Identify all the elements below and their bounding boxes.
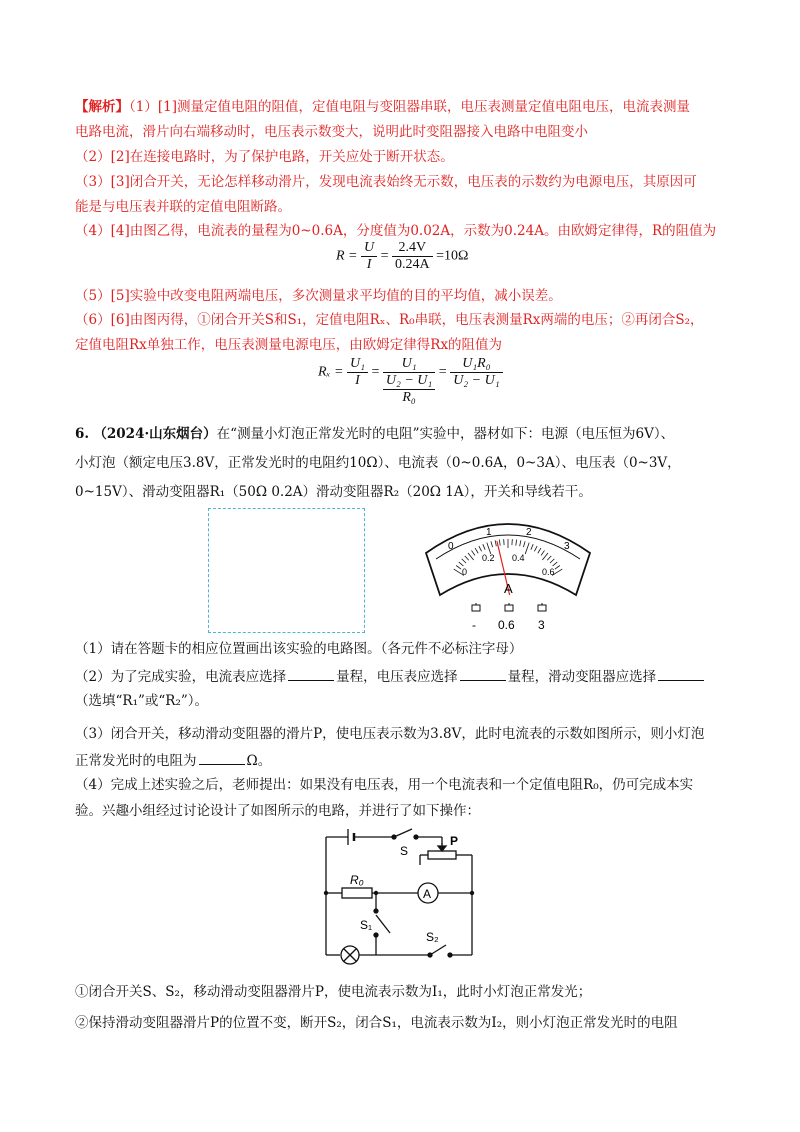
ammeter-tick xyxy=(555,566,560,570)
analysis-p1a: （1）[1]测量定值电阻的阻值，定值电阻与变阻器串联，电压表测量定值电阻电压，电流表测量 xyxy=(129,99,690,115)
sub-question-2-line-1 xyxy=(75,666,706,686)
eq1-f1-num: U xyxy=(361,240,377,257)
ammeter-tick xyxy=(534,546,537,551)
r0-resistor-icon xyxy=(342,888,372,898)
analysis-line-1 xyxy=(75,98,690,116)
eq2-f3-den: U₂ − U₁ xyxy=(453,373,500,388)
ammeter-tick xyxy=(525,543,529,554)
s2-part-a: （2）为了完成实验，电流表应选择 xyxy=(75,669,287,685)
ammeter-unit: A xyxy=(504,581,513,596)
ammeter-tick xyxy=(531,544,533,550)
eq2-equals-2: = xyxy=(438,364,447,380)
s2-part-b: 量程，电压表应选择 xyxy=(336,669,458,685)
ammeter-tick xyxy=(541,550,544,555)
rheostat-icon xyxy=(428,851,456,859)
top-tick-2: 2 xyxy=(526,527,532,538)
sub-question-4-line-1: （4）完成上述实验之后，老师提出：如果没有电压表，用一个电流表和一个定值电阻R₀，仍可完成本实 xyxy=(75,777,694,793)
answer-blank-ammeter-range[interactable] xyxy=(288,666,334,681)
equation-ohm-r xyxy=(336,240,468,273)
ammeter-tick xyxy=(550,559,554,563)
label-s: S xyxy=(400,844,409,858)
ammeter-tick xyxy=(516,540,517,546)
eq1-f2-num: 2.4V xyxy=(392,240,433,257)
ammeter-tick xyxy=(479,546,482,551)
top-tick-1: 1 xyxy=(486,527,492,538)
s2-part-c: 量程，滑动变阻器应选择 xyxy=(507,669,657,685)
switch-s2-blade xyxy=(430,945,446,955)
question-number: 6. xyxy=(75,426,90,442)
eq1-lhs: R = xyxy=(336,248,358,264)
eq2-f1-den: I xyxy=(355,373,360,388)
eq1-rhs: =10Ω xyxy=(436,248,469,264)
question-q2: 小灯泡（额定电压3.8V，正常发光时的电阻约10Ω）、电流表（0~0.6A，0~3A）、电压表（0~3V， xyxy=(75,455,681,471)
sub-question-4-line-2: 验。兴趣小组经过讨论设计了如图所示的电路，并进行了如下操作： xyxy=(75,803,480,819)
analysis-p6b: 定值电阻Rx单独工作，电压表测量电源电压，由欧姆定律得Rx的阻值为 xyxy=(75,337,503,353)
eq2-f2-den: U₂ − U₁ xyxy=(383,373,435,390)
ammeter-tick xyxy=(553,562,558,566)
bottom-tick-1: 0.2 xyxy=(482,553,495,563)
sub-question-2-line-2: （选填“R₁”或“R₂”）。 xyxy=(75,693,209,709)
analysis-p3b: 能是与电压表并联的定值电阻断路。 xyxy=(75,199,291,215)
switch-s1-blade xyxy=(376,915,390,933)
s3-part-c: Ω。 xyxy=(246,753,272,769)
top-tick-3: 3 xyxy=(564,541,570,552)
sub-question-3-line-1: （3）闭合开关，移动滑动变阻器的滑片P，使电压表示数为3.8V，此时电流表的示数如图所示，则小灯泡 xyxy=(75,726,705,742)
eq2-frac3 xyxy=(450,356,502,389)
analysis-tag: 【解析】 xyxy=(75,99,129,115)
analysis-p4: （4）[4]由图乙得，电流表的量程为0~0.6A，分度值为0.02A，示数为0.24A。由欧姆定律得，R的阻值为 xyxy=(75,223,717,239)
ammeter-tick xyxy=(538,548,541,553)
analysis-p5: （5）[5]实验中改变电阻两端电压，多次测量求平均值的目的平均值，减小误差。 xyxy=(75,288,562,304)
ammeter-tick xyxy=(523,541,525,547)
label-s1: S₁ xyxy=(360,918,373,932)
bottom-tick-2: 0.4 xyxy=(512,553,525,563)
ammeter-tick xyxy=(547,556,551,560)
eq1-equals: = xyxy=(380,248,389,264)
answer-blank-rheostat[interactable] xyxy=(658,666,704,681)
switch-s-blade xyxy=(394,829,412,837)
ammeter-tick xyxy=(462,559,466,563)
analysis-p2: （2）[2]在连接电路时，为了保护电路，开关应处于断开状态。 xyxy=(75,149,454,165)
ammeter-tick xyxy=(520,540,521,546)
eq2-f1-num: U₁ xyxy=(347,356,368,373)
eq2-frac2 xyxy=(383,356,435,406)
eq2-lhs: Rₓ = xyxy=(318,364,344,380)
top-tick-0: 0 xyxy=(448,541,454,552)
ammeter-tick xyxy=(499,540,500,546)
label-ammeter: A xyxy=(423,887,432,901)
terminal-06: 0.6 xyxy=(498,618,515,632)
eq1-f1-den: I xyxy=(366,257,372,272)
question-line-1 xyxy=(75,425,674,443)
eq1-frac2 xyxy=(392,240,433,273)
eq2-f3-num: U₁R₀ xyxy=(450,356,502,373)
question-q3: 0~15V）、滑动变阻器R₁（50Ω 0.2A）滑动变阻器R₂（20Ω 1A），开关和导线若干。 xyxy=(75,484,592,500)
analysis-p6a: （6）[6]由图丙得，①闭合开关S和S₁，定值电阻Rₓ、R₀串联，电压表测量Rx两端的电压；②再闭合S₂， xyxy=(75,312,704,328)
terminal-3: 3 xyxy=(538,618,545,632)
ammeter-tick xyxy=(465,556,469,560)
ammeter-tick xyxy=(491,541,493,547)
circuit-drawing-area[interactable] xyxy=(208,508,365,633)
equation-rx xyxy=(318,356,503,406)
terminal-neg: - xyxy=(472,618,476,632)
label-s2: S₂ xyxy=(426,930,439,944)
bottom-tick-0: 0 xyxy=(462,567,468,577)
ammeter-dial xyxy=(418,515,598,635)
ammeter-tick xyxy=(456,566,461,570)
question-q1: 在“测量小灯泡正常发光时的电阻”实验中，器材如下：电源（电压恒为6V）、 xyxy=(216,426,675,442)
eq2-f2-num: U₁ xyxy=(383,356,435,373)
circuit-diagram xyxy=(320,825,490,970)
operation-2: ②保持滑动变阻器滑片P的位置不变，断开S₂，闭合S₁，电流表示数为I₂，则小灯泡正常发光时的电阻 xyxy=(75,1015,678,1031)
question-source: （2024·山东烟台） xyxy=(93,426,217,442)
eq2-f2-subden: R₀ xyxy=(402,390,416,405)
eq1-frac1 xyxy=(361,240,377,273)
label-p: P xyxy=(450,834,459,848)
sub-question-1: （1）请在答题卡的相应位置画出该实验的电路图。（各元件不必标注字母） xyxy=(75,641,523,657)
ammeter-tick xyxy=(475,548,478,553)
eq2-equals-1: = xyxy=(371,364,380,380)
terminal-icons xyxy=(472,603,546,611)
ammeter-tick xyxy=(459,562,464,566)
ammeter-tick xyxy=(483,544,485,550)
bottom-tick-3: 0.6 xyxy=(542,567,555,577)
s3-part-b: 正常发光时的电阻为 xyxy=(75,753,197,769)
sub-question-3-line-2 xyxy=(75,750,271,770)
ammeter-tick xyxy=(495,540,496,546)
answer-blank-resistance[interactable] xyxy=(199,750,245,765)
label-r0: R₀ xyxy=(350,873,364,887)
eq2-frac1 xyxy=(347,356,368,389)
analysis-p3a: （3）[3]闭合开关，无论怎样移动滑片，发现电流表始终无示数，电压表的示数约为电源电压，其原因可 xyxy=(75,174,697,190)
ammeter-tick xyxy=(471,550,474,555)
ammeter-tick xyxy=(542,553,548,560)
analysis-p1b: 电路电流，滑片向右端移动时，电压表示数变大，说明此时变阻器接入电路中电阻变小 xyxy=(75,124,588,140)
eq1-f2-den: 0.24A xyxy=(395,257,430,272)
answer-blank-voltmeter-range[interactable] xyxy=(460,666,506,681)
ammeter-tick xyxy=(468,553,474,560)
operation-1: ①闭合开关S、S₂，移动滑动变阻器滑片P，使电流表示数为I₁，此时小灯泡正常发光； xyxy=(75,984,592,1000)
